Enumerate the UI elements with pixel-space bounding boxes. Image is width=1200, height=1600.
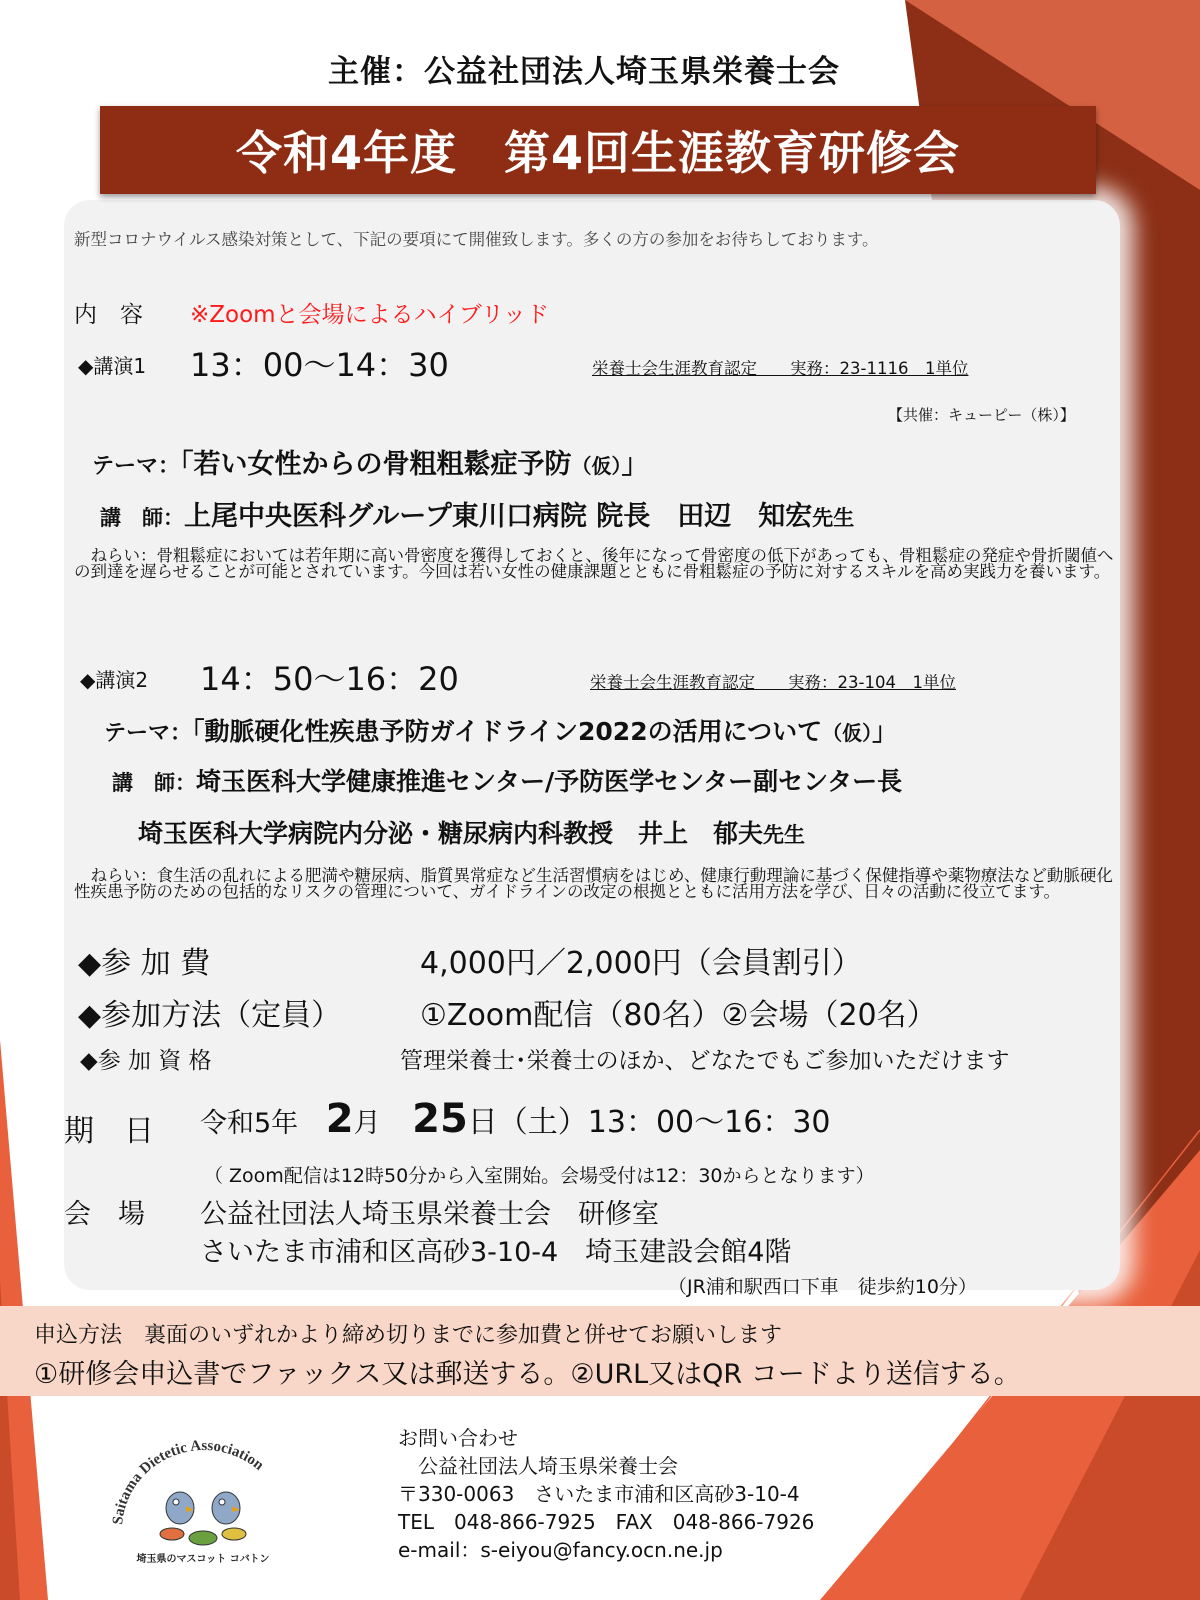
date-label: 期 日 [64, 1114, 154, 1149]
application-box [0, 1306, 1200, 1396]
venue-access: （JR浦和駅西口下車 徒歩約10分） [668, 1276, 977, 1298]
eligibility-value: 管理栄養士･栄養士のほか、どなたでもご参加いただけます [400, 1048, 1010, 1074]
lecture1-speaker-label: 講 師： [100, 506, 184, 530]
logo-text: Saitama Dietetic Association [110, 1437, 267, 1526]
lecture1-theme-note: （仮） [571, 454, 622, 478]
lecture1-theme [92, 442, 649, 481]
venue-name: 公益社団法人埼玉県栄養士会 研修室 [200, 1199, 659, 1230]
lecture1-label: ◆講演1 [78, 354, 147, 378]
lecture1-speaker-honorific: 先生 [812, 506, 855, 530]
method-value: ①Zoom配信（80名）②会場（20名） [420, 998, 937, 1033]
date-month-unit: 月 [353, 1108, 381, 1139]
date-day-unit: 日（土）13：00～16：30 [467, 1105, 831, 1140]
lecture1-theme-label: テーマ： [92, 454, 181, 479]
lecture1-theme-close: 」 [621, 449, 649, 480]
lecture2-aim: ねらい：食生活の乱れによる肥満や糖尿病、脂質異常症など生活習慣病をはじめ、健康行動理論に基づく保健指導や薬物療法など動脈硬化性疾患予防のための包括的なリスクの管理について、ガイドラインの改定の根拠とともに活用方法を学び、日々の活動に役立てます。 [74, 866, 1113, 901]
lecture1-aim: ねらい：骨粗鬆症においては若年期に高い骨密度を獲得しておくと、後年になって骨密度の低下があっても、骨粗鬆症の発症や骨折閾値への到達を遅らせることが可能とされています。今回は若い女性の健康課題とともに骨粗鬆症の予防に対するスキルを高め実践力を養います。 [74, 546, 1114, 581]
lecture2-label: ◆講演2 [80, 668, 149, 692]
lecture2-theme-note: （仮） [822, 721, 873, 745]
application-options: ①研修会申込書でファックス又は郵送する。②URL又はQR コードより送信する。 [34, 1359, 1021, 1390]
lecture2-theme-close: 」 [872, 717, 898, 746]
logo-caption: 埼玉県のマスコット コバトン [136, 1554, 270, 1565]
title-banner [100, 106, 1096, 194]
lecture2-speaker-honorific: 先生 [763, 823, 806, 847]
lecture2-theme [104, 712, 897, 748]
application-method: 申込方法 裏面のいずれかより締め切りまでに参加費と併せてお願いします [34, 1323, 783, 1348]
date-value [200, 1096, 831, 1142]
lecture1-certification: 栄養士会生涯教育認定 実務：23-1116 1単位 [592, 359, 969, 378]
organizer-heading: 主催：公益社団法人埼玉県栄養士会 [328, 54, 840, 90]
lecture1-time: 13：00～14：30 [190, 346, 449, 384]
venue-address: さいたま市浦和区高砂3-10-4 埼玉建設会館4階 [200, 1237, 792, 1268]
page-title: 令和4年度 第4回生涯教育研修会 [235, 126, 960, 180]
lecture2-certification: 栄養士会生涯教育認定 実務：23-104 1単位 [590, 673, 956, 692]
contact-phone: TEL 048-866-7925 FAX 048-866-7926 [398, 1510, 815, 1534]
lecture2-theme-label: テーマ： [104, 721, 193, 746]
contact-address: 〒330-0063 さいたま市浦和区高砂3-10-4 [398, 1482, 800, 1506]
lecture1-speaker [100, 494, 854, 533]
contact-block [398, 1424, 814, 1564]
contact-org: 公益社団法人埼玉県栄養士会 [398, 1454, 678, 1478]
lecture2-speaker [112, 762, 902, 798]
lecture1-speaker-name: 上尾中央医科グループ東川口病院 院長 田辺 知宏 [184, 501, 813, 532]
content-label: 内 容 [74, 302, 143, 328]
fee-label: ◆参 加 費 [78, 946, 211, 981]
lecture2-time: 14：50～16：20 [200, 660, 459, 698]
lecture2-speaker-affiliation: 埼玉医科大学健康推進センター/予防医学センター副センター長 [196, 767, 903, 796]
date-month: 2 [325, 1096, 354, 1142]
lecture2-theme-text: 「動脈硬化性疾患予防ガイドライン2022の活用について [192, 717, 823, 746]
date-note: （ Zoom配信は12時50分から入室開始。会場受付は12：30からとなります） [204, 1165, 875, 1187]
fee-value: 4,000円／2,000円（会員割引） [420, 946, 862, 981]
lecture1-sponsor: 【共催：キューピー（株）】 [888, 406, 1075, 424]
format-note: ※Zoomと会場によるハイブリッド [190, 302, 550, 328]
lecture1-theme-text: 「若い女性からの骨粗粗鬆症予防 [180, 449, 572, 480]
date-era: 令和5年 [200, 1108, 299, 1139]
date-day: 25 [412, 1096, 468, 1142]
lecture2-speaker-label: 講 師： [112, 771, 196, 795]
lecture2-speaker-line2 [138, 814, 805, 850]
lecture2-speaker-name: 埼玉医科大学病院内分泌・糖尿病内科教授 井上 郁夫 [138, 819, 764, 848]
association-logo [100, 1430, 306, 1570]
contact-heading: お問い合わせ [398, 1426, 518, 1450]
eligibility-label: ◆参 加 資 格 [80, 1048, 212, 1074]
venue-label: 会 場 [64, 1199, 145, 1230]
intro-text: 新型コロナウイルス感染対策として、下記の要項にて開催致します。多くの方の参加をお待ちしております。 [74, 230, 879, 249]
contact-email: e-mail：s-eiyou@fancy.ocn.ne.jp [398, 1538, 723, 1562]
method-label: ◆参加方法（定員） [78, 998, 342, 1033]
